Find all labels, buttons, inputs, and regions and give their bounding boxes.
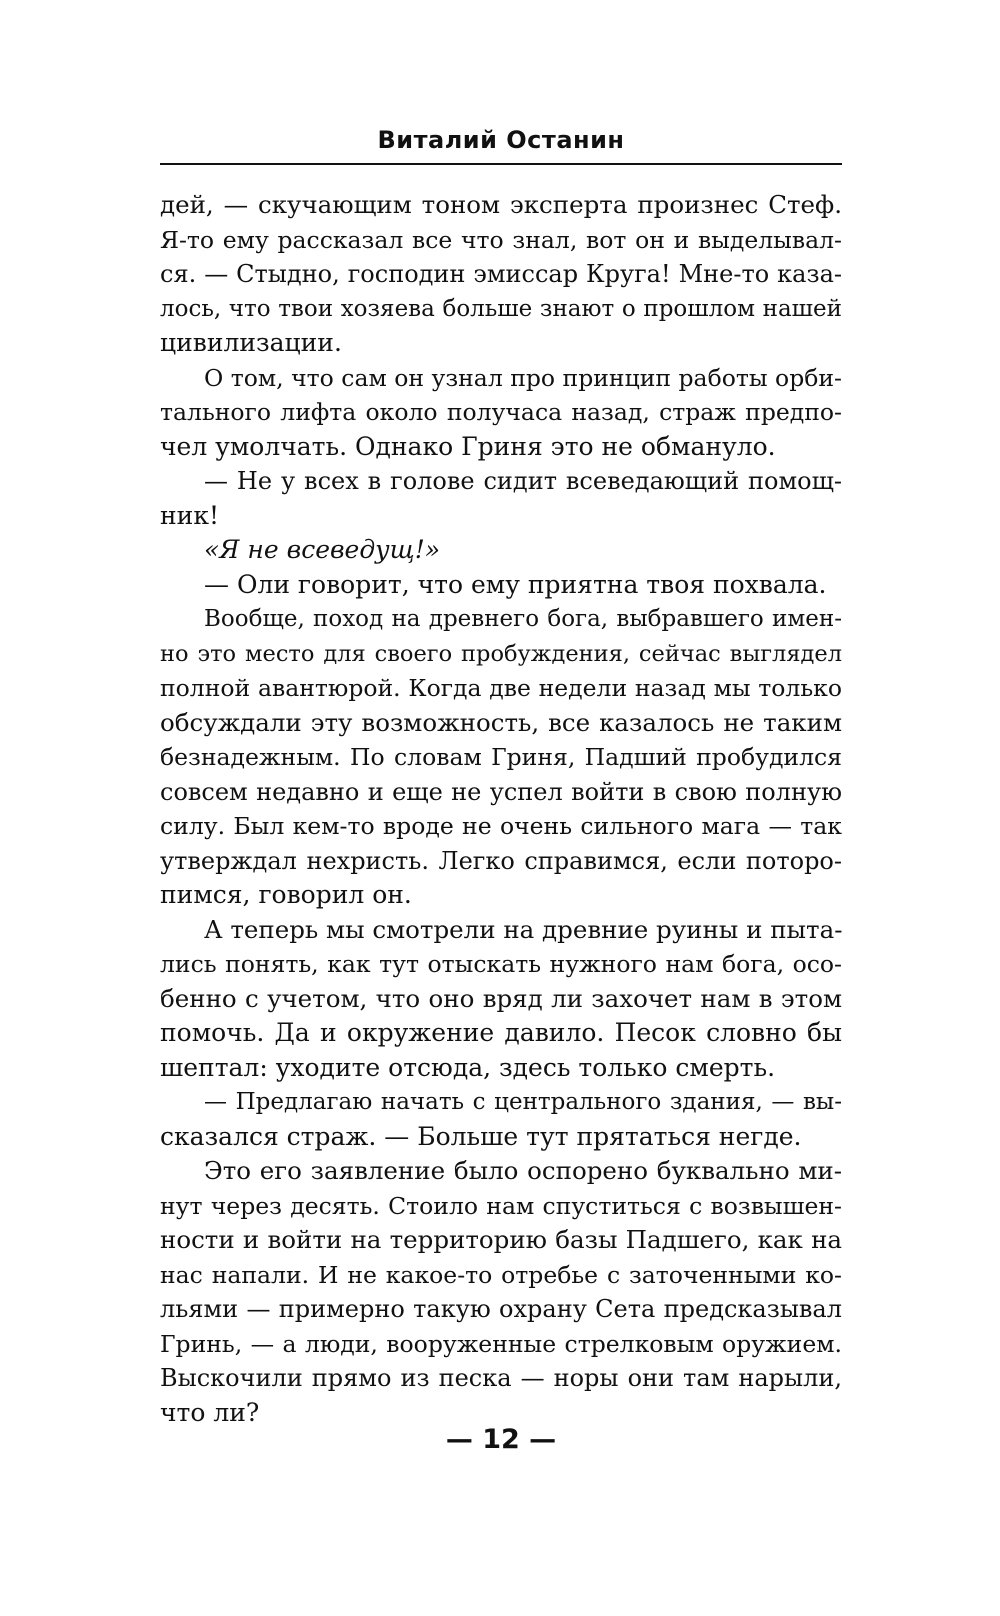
text-line: цивилизации. xyxy=(160,328,342,357)
text-line: ник! xyxy=(160,500,219,530)
text-line: совсем недавно и еще не успел войти в свою полную xyxy=(160,777,842,806)
running-header-author: Виталий Останин xyxy=(377,126,625,154)
text-line: лись понять, как тут отыскать нужного нам бога, осо- xyxy=(160,950,842,978)
text-line: тального лифта около получаса назад, страж предпо- xyxy=(160,398,842,426)
text-line: что ли? xyxy=(160,1397,260,1427)
text-line: обсуждали эту возможность, все казалось не таким xyxy=(160,707,842,737)
text-line: чел умолчать. Однако Гриня это не обмануло. xyxy=(160,431,776,461)
text-line: сказался страж. — Больше тут прятаться негде. xyxy=(160,1121,802,1151)
text-line: силу. Был кем-то вроде не очень сильного мага — так xyxy=(160,812,842,840)
text-line: нут через десять. Стоило нам спуститься с возвышен- xyxy=(160,1191,842,1220)
text-line: — Оли говорит, что ему приятна твоя похвала. xyxy=(204,569,827,599)
text-line: — Предлагаю начать с центрального здания, — вы- xyxy=(204,1089,842,1115)
text-line: дей, — скучающим тоном эксперта произнес Стеф. xyxy=(160,190,842,219)
text-line: Я-то ему рассказал все что знал, вот он и выделывал- xyxy=(160,225,842,254)
text-line: Вообще, поход на древнего бога, выбравшего имен- xyxy=(204,606,842,632)
text-line: утверждал нехристь. Легко справимся, если поторо- xyxy=(160,846,842,875)
body-text xyxy=(160,188,842,1430)
text-line: шептал: уходите отсюда, здесь только смерть. xyxy=(160,1052,776,1082)
text-line: ся. — Стыдно, господин эмиссар Круга! Мне-то каза- xyxy=(160,260,842,288)
text-line: ности и войти на территорию базы Падшего, как на xyxy=(160,1225,842,1254)
text-line: безнадежным. По словам Гриня, Падший пробудился xyxy=(160,743,842,771)
text-line: но это место для своего пробуждения, сейчас выглядел xyxy=(160,640,842,667)
text-line: помочь. Да и окружение давило. Песок словно бы xyxy=(160,1018,842,1047)
text-line: нас напали. И не какое-то отребье с заточенными ко- xyxy=(160,1260,842,1289)
text-line: О том, что сам он узнал про принцип работы орби- xyxy=(204,363,842,392)
text-line: бенно с учетом, что оно вряд ли захочет нам в этом xyxy=(160,983,842,1013)
text-line: льями — примерно такую охрану Сета предсказывал xyxy=(160,1295,842,1323)
page-number: — 12 — xyxy=(445,1424,557,1455)
text-line: «Я не всеведущ!» xyxy=(204,535,441,564)
text-line: Это его заявление было оспорено буквально ми- xyxy=(204,1156,842,1185)
text-line: А теперь мы смотрели на древние руины и пыта- xyxy=(204,914,843,944)
text-line: Выскочили прямо из песка — норы они там нарыли, xyxy=(160,1364,842,1392)
text-line: лось, что твои хозяева больше знают о прошлом нашей xyxy=(160,295,842,322)
text-line: полной авантюрой. Когда две недели назад мы только xyxy=(160,674,842,702)
header-divider xyxy=(160,163,842,165)
text-line: — Не у всех в голове сидит всеведающий помощ- xyxy=(204,467,842,495)
text-line: Гринь, — а люди, вооруженные стрелковым оружием. xyxy=(160,1329,842,1358)
text-line: пимся, говорил он. xyxy=(160,880,412,909)
